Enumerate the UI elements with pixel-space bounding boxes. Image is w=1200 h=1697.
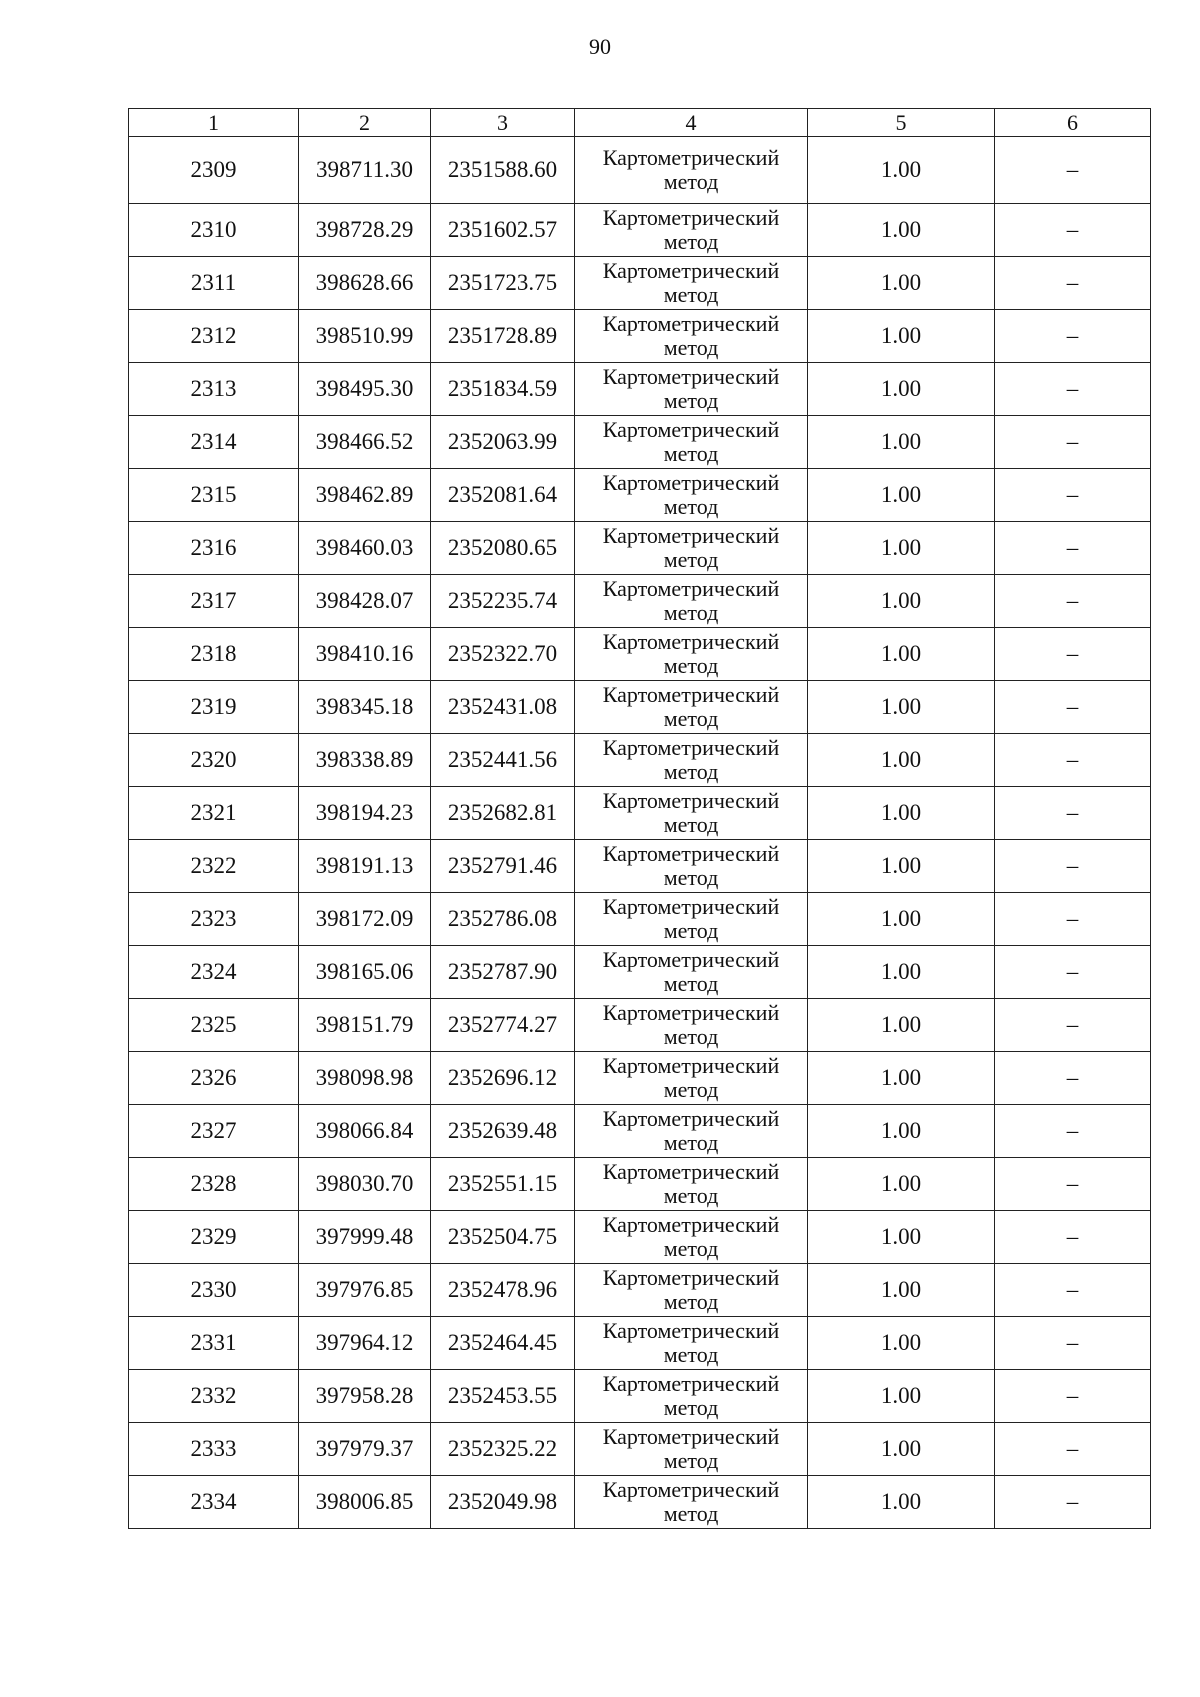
y-coordinate-cell: 2352787.90 (431, 946, 575, 999)
x-coordinate-cell: 398338.89 (299, 734, 431, 787)
point-number-cell: 2325 (129, 999, 299, 1052)
method-cell (575, 416, 808, 469)
point-number-cell: 2311 (129, 257, 299, 310)
table-row (129, 1158, 1151, 1211)
note-cell: – (995, 416, 1151, 469)
method-text-line: Картометрический (602, 947, 780, 972)
header-cell-5: 5 (808, 109, 995, 137)
method-text-line: Картометрический (602, 1318, 780, 1343)
method-text-line: метод (663, 441, 719, 466)
y-coordinate-cell: 2352504.75 (431, 1211, 575, 1264)
method-text-line: метод (663, 494, 719, 519)
y-coordinate-cell: 2351588.60 (431, 137, 575, 204)
table-row (129, 363, 1151, 416)
y-coordinate-cell: 2352464.45 (431, 1317, 575, 1370)
table-row (129, 628, 1151, 681)
y-coordinate-cell: 2352081.64 (431, 469, 575, 522)
y-coordinate-cell: 2352478.96 (431, 1264, 575, 1317)
accuracy-cell: 1.00 (808, 1105, 995, 1158)
note-cell: – (995, 681, 1151, 734)
point-number-cell: 2320 (129, 734, 299, 787)
method-cell (575, 1105, 808, 1158)
x-coordinate-cell: 398495.30 (299, 363, 431, 416)
method-text-line: метод (663, 1024, 719, 1049)
y-coordinate-cell: 2352049.98 (431, 1476, 575, 1529)
x-coordinate-cell: 397976.85 (299, 1264, 431, 1317)
y-coordinate-cell: 2352235.74 (431, 575, 575, 628)
method-text-line: метод (663, 1077, 719, 1102)
table-header (129, 109, 1151, 137)
method-text-line: Картометрический (602, 311, 780, 336)
y-coordinate-cell: 2352551.15 (431, 1158, 575, 1211)
y-coordinate-cell: 2352080.65 (431, 522, 575, 575)
note-cell: – (995, 310, 1151, 363)
method-text-line: Картометрический (602, 735, 780, 760)
y-coordinate-cell: 2351723.75 (431, 257, 575, 310)
method-cell (575, 1317, 808, 1370)
accuracy-cell: 1.00 (808, 310, 995, 363)
table-row (129, 1423, 1151, 1476)
header-cell-6: 6 (995, 109, 1151, 137)
x-coordinate-cell: 398165.06 (299, 946, 431, 999)
coordinates-table (128, 108, 1151, 1529)
y-coordinate-cell: 2352682.81 (431, 787, 575, 840)
note-cell: – (995, 469, 1151, 522)
table-row (129, 469, 1151, 522)
accuracy-cell: 1.00 (808, 522, 995, 575)
method-text-line: Картометрический (602, 682, 780, 707)
note-cell: – (995, 787, 1151, 840)
x-coordinate-cell: 398030.70 (299, 1158, 431, 1211)
note-cell: – (995, 1105, 1151, 1158)
method-text-line: Картометрический (602, 258, 780, 283)
method-cell (575, 893, 808, 946)
method-text-line: метод (663, 971, 719, 996)
method-cell (575, 1264, 808, 1317)
note-cell: – (995, 1317, 1151, 1370)
accuracy-cell: 1.00 (808, 416, 995, 469)
method-cell (575, 999, 808, 1052)
y-coordinate-cell: 2352786.08 (431, 893, 575, 946)
table-row (129, 1105, 1151, 1158)
method-text-line: метод (663, 865, 719, 890)
accuracy-cell: 1.00 (808, 840, 995, 893)
point-number-cell: 2321 (129, 787, 299, 840)
table-row (129, 1052, 1151, 1105)
y-coordinate-cell: 2352431.08 (431, 681, 575, 734)
note-cell: – (995, 204, 1151, 257)
method-text-line: Картометрический (602, 470, 780, 495)
table-row (129, 522, 1151, 575)
y-coordinate-cell: 2352441.56 (431, 734, 575, 787)
table-row (129, 310, 1151, 363)
method-text-line: Картометрический (602, 1106, 780, 1131)
header-cell-2: 2 (299, 109, 431, 137)
accuracy-cell: 1.00 (808, 257, 995, 310)
note-cell: – (995, 137, 1151, 204)
method-text-line: метод (663, 706, 719, 731)
accuracy-cell: 1.00 (808, 137, 995, 204)
x-coordinate-cell: 398428.07 (299, 575, 431, 628)
note-cell: – (995, 1423, 1151, 1476)
method-cell (575, 137, 808, 204)
x-coordinate-cell: 398510.99 (299, 310, 431, 363)
accuracy-cell: 1.00 (808, 1158, 995, 1211)
method-text-line: метод (663, 918, 719, 943)
x-coordinate-cell: 398098.98 (299, 1052, 431, 1105)
x-coordinate-cell: 398460.03 (299, 522, 431, 575)
x-coordinate-cell: 398345.18 (299, 681, 431, 734)
method-text-line: Картометрический (602, 788, 780, 813)
method-text-line: метод (663, 547, 719, 572)
method-text-line: метод (663, 812, 719, 837)
method-text-line: метод (663, 1289, 719, 1314)
method-text-line: Картометрический (602, 576, 780, 601)
point-number-cell: 2324 (129, 946, 299, 999)
y-coordinate-cell: 2352791.46 (431, 840, 575, 893)
method-text-line: Картометрический (602, 1000, 780, 1025)
method-cell (575, 469, 808, 522)
note-cell: – (995, 1158, 1151, 1211)
y-coordinate-cell: 2352325.22 (431, 1423, 575, 1476)
method-text-line: Картометрический (602, 1159, 780, 1184)
method-text-line: метод (663, 169, 719, 194)
table-row (129, 999, 1151, 1052)
point-number-cell: 2331 (129, 1317, 299, 1370)
y-coordinate-cell: 2352639.48 (431, 1105, 575, 1158)
point-number-cell: 2313 (129, 363, 299, 416)
point-number-cell: 2326 (129, 1052, 299, 1105)
accuracy-cell: 1.00 (808, 469, 995, 522)
note-cell: – (995, 1476, 1151, 1529)
y-coordinate-cell: 2352774.27 (431, 999, 575, 1052)
page-number: 90 (589, 34, 611, 59)
table-row (129, 137, 1151, 204)
point-number-cell: 2329 (129, 1211, 299, 1264)
table-row (129, 1211, 1151, 1264)
point-number-cell: 2334 (129, 1476, 299, 1529)
header-cell-3: 3 (431, 109, 575, 137)
method-text-line: Картометрический (602, 145, 780, 170)
method-cell (575, 1052, 808, 1105)
y-coordinate-cell: 2352063.99 (431, 416, 575, 469)
point-number-cell: 2327 (129, 1105, 299, 1158)
accuracy-cell: 1.00 (808, 999, 995, 1052)
accuracy-cell: 1.00 (808, 628, 995, 681)
table-row (129, 734, 1151, 787)
x-coordinate-cell: 397964.12 (299, 1317, 431, 1370)
point-number-cell: 2315 (129, 469, 299, 522)
method-cell (575, 1423, 808, 1476)
point-number-cell: 2330 (129, 1264, 299, 1317)
x-coordinate-cell: 398066.84 (299, 1105, 431, 1158)
method-cell (575, 1370, 808, 1423)
x-coordinate-cell: 398410.16 (299, 628, 431, 681)
method-text-line: метод (663, 282, 719, 307)
point-number-cell: 2319 (129, 681, 299, 734)
table-row (129, 1370, 1151, 1423)
method-cell (575, 840, 808, 893)
note-cell: – (995, 1264, 1151, 1317)
accuracy-cell: 1.00 (808, 734, 995, 787)
y-coordinate-cell: 2352453.55 (431, 1370, 575, 1423)
table-row (129, 681, 1151, 734)
x-coordinate-cell: 398191.13 (299, 840, 431, 893)
note-cell: – (995, 946, 1151, 999)
method-cell (575, 522, 808, 575)
table-row (129, 575, 1151, 628)
accuracy-cell: 1.00 (808, 1370, 995, 1423)
method-text-line: метод (663, 1236, 719, 1261)
method-text-line: метод (663, 653, 719, 678)
method-cell (575, 1211, 808, 1264)
method-cell (575, 204, 808, 257)
method-text-line: метод (663, 1130, 719, 1155)
method-cell (575, 946, 808, 999)
accuracy-cell: 1.00 (808, 1423, 995, 1476)
x-coordinate-cell: 398711.30 (299, 137, 431, 204)
method-text-line: метод (663, 335, 719, 360)
y-coordinate-cell: 2351834.59 (431, 363, 575, 416)
point-number-cell: 2316 (129, 522, 299, 575)
x-coordinate-cell: 398006.85 (299, 1476, 431, 1529)
accuracy-cell: 1.00 (808, 204, 995, 257)
accuracy-cell: 1.00 (808, 575, 995, 628)
note-cell: – (995, 522, 1151, 575)
note-cell: – (995, 363, 1151, 416)
method-cell (575, 681, 808, 734)
table-row (129, 840, 1151, 893)
method-text-line: Картометрический (602, 629, 780, 654)
method-text-line: Картометрический (602, 1265, 780, 1290)
y-coordinate-cell: 2351602.57 (431, 204, 575, 257)
note-cell: – (995, 1052, 1151, 1105)
table-row (129, 1264, 1151, 1317)
accuracy-cell: 1.00 (808, 946, 995, 999)
point-number-cell: 2318 (129, 628, 299, 681)
accuracy-cell: 1.00 (808, 1211, 995, 1264)
table-body (129, 137, 1151, 1529)
method-text-line: метод (663, 1342, 719, 1367)
method-text-line: метод (663, 1448, 719, 1473)
accuracy-cell: 1.00 (808, 1052, 995, 1105)
method-text-line: метод (663, 388, 719, 413)
point-number-cell: 2322 (129, 840, 299, 893)
accuracy-cell: 1.00 (808, 681, 995, 734)
header-cell-4: 4 (575, 109, 808, 137)
accuracy-cell: 1.00 (808, 363, 995, 416)
point-number-cell: 2333 (129, 1423, 299, 1476)
header-cell-1: 1 (129, 109, 299, 137)
x-coordinate-cell: 398628.66 (299, 257, 431, 310)
method-text-line: Картометрический (602, 1053, 780, 1078)
method-text-line: Картометрический (602, 1477, 780, 1502)
method-text-line: метод (663, 1501, 719, 1526)
x-coordinate-cell: 397958.28 (299, 1370, 431, 1423)
point-number-cell: 2332 (129, 1370, 299, 1423)
accuracy-cell: 1.00 (808, 893, 995, 946)
y-coordinate-cell: 2352322.70 (431, 628, 575, 681)
table-row (129, 1317, 1151, 1370)
method-cell (575, 1158, 808, 1211)
x-coordinate-cell: 398728.29 (299, 204, 431, 257)
table-row (129, 257, 1151, 310)
x-coordinate-cell: 398462.89 (299, 469, 431, 522)
header-row (129, 109, 1151, 137)
accuracy-cell: 1.00 (808, 1317, 995, 1370)
point-number-cell: 2314 (129, 416, 299, 469)
point-number-cell: 2309 (129, 137, 299, 204)
method-text-line: метод (663, 229, 719, 254)
note-cell: – (995, 575, 1151, 628)
note-cell: – (995, 628, 1151, 681)
method-text-line: метод (663, 759, 719, 784)
method-cell (575, 363, 808, 416)
method-text-line: Картометрический (602, 417, 780, 442)
x-coordinate-cell: 398194.23 (299, 787, 431, 840)
accuracy-cell: 1.00 (808, 787, 995, 840)
point-number-cell: 2312 (129, 310, 299, 363)
table-row (129, 1476, 1151, 1529)
table-row (129, 893, 1151, 946)
method-cell (575, 628, 808, 681)
method-text-line: Картометрический (602, 1371, 780, 1396)
note-cell: – (995, 257, 1151, 310)
method-text-line: Картометрический (602, 205, 780, 230)
method-text-line: Картометрический (602, 894, 780, 919)
method-cell (575, 734, 808, 787)
table-row (129, 946, 1151, 999)
accuracy-cell: 1.00 (808, 1264, 995, 1317)
method-text-line: метод (663, 1395, 719, 1420)
method-text-line: Картометрический (602, 523, 780, 548)
x-coordinate-cell: 397999.48 (299, 1211, 431, 1264)
note-cell: – (995, 999, 1151, 1052)
y-coordinate-cell: 2352696.12 (431, 1052, 575, 1105)
x-coordinate-cell: 398151.79 (299, 999, 431, 1052)
method-cell (575, 575, 808, 628)
table-row (129, 204, 1151, 257)
x-coordinate-cell: 397979.37 (299, 1423, 431, 1476)
x-coordinate-cell: 398172.09 (299, 893, 431, 946)
point-number-cell: 2317 (129, 575, 299, 628)
y-coordinate-cell: 2351728.89 (431, 310, 575, 363)
point-number-cell: 2310 (129, 204, 299, 257)
note-cell: – (995, 893, 1151, 946)
method-cell (575, 787, 808, 840)
method-cell (575, 257, 808, 310)
accuracy-cell: 1.00 (808, 1476, 995, 1529)
point-number-cell: 2323 (129, 893, 299, 946)
method-text-line: метод (663, 600, 719, 625)
note-cell: – (995, 1211, 1151, 1264)
x-coordinate-cell: 398466.52 (299, 416, 431, 469)
method-cell (575, 1476, 808, 1529)
method-text-line: Картометрический (602, 364, 780, 389)
point-number-cell: 2328 (129, 1158, 299, 1211)
note-cell: – (995, 1370, 1151, 1423)
table-row (129, 416, 1151, 469)
note-cell: – (995, 840, 1151, 893)
method-text-line: Картометрический (602, 1424, 780, 1449)
note-cell: – (995, 734, 1151, 787)
method-text-line: Картометрический (602, 1212, 780, 1237)
method-text-line: Картометрический (602, 841, 780, 866)
method-text-line: метод (663, 1183, 719, 1208)
method-cell (575, 310, 808, 363)
table-row (129, 787, 1151, 840)
